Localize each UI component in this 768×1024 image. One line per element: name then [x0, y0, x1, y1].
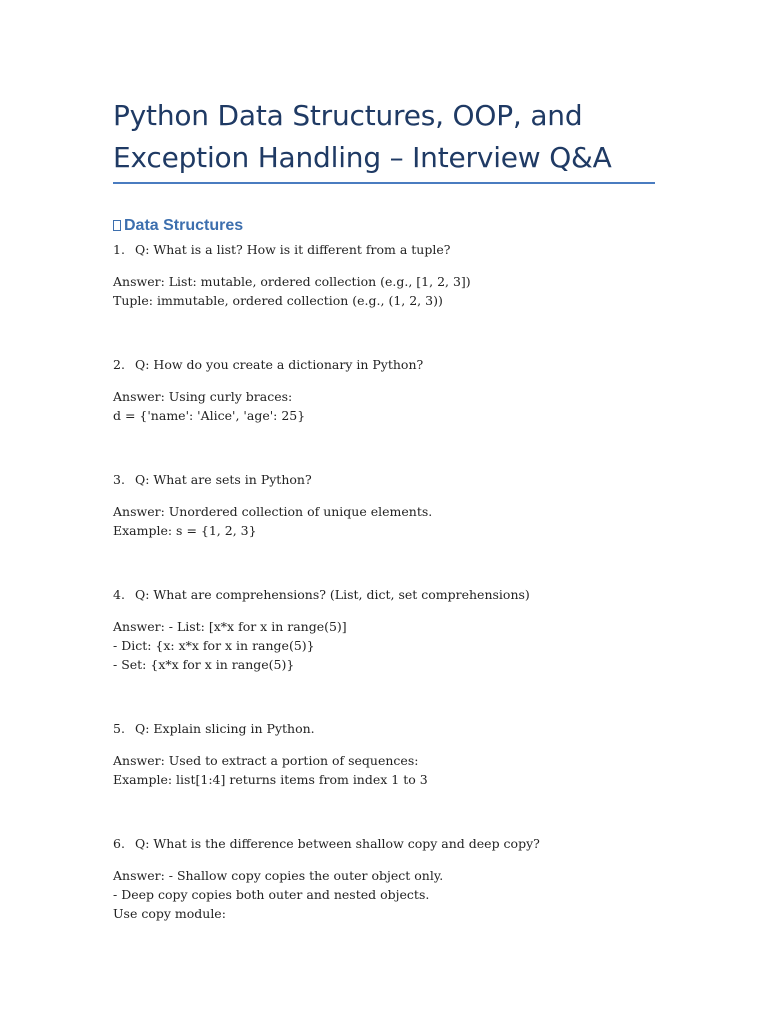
- qa-item: [113, 585, 655, 674]
- qa-item: [113, 834, 655, 923]
- question-text: Q: What are sets in Python?: [135, 472, 312, 487]
- section-heading-text: Data Structures: [124, 217, 244, 234]
- title-line-1: Python Data Structures, OOP, and: [113, 99, 583, 132]
- title-line-2: Exception Handling – Interview Q&A: [113, 141, 612, 174]
- qa-item: [113, 470, 655, 540]
- question-text: Q: What is the difference between shallow copy and deep copy?: [135, 836, 540, 851]
- question-text: Q: What is a list? How is it different from a tuple?: [135, 242, 451, 257]
- answer-line: Answer: - List: [x*x for x in range(5)]: [113, 619, 347, 634]
- question: [113, 470, 655, 489]
- question-number: 5.: [113, 721, 125, 736]
- answer-line: - Deep copy copies both outer and nested objects.: [113, 887, 430, 902]
- question: [113, 585, 655, 604]
- answer: [113, 751, 655, 789]
- qa-list: [113, 240, 655, 923]
- question: [113, 240, 655, 259]
- question: [113, 834, 655, 853]
- question-text: Q: What are comprehensions? (List, dict, set comprehensions): [135, 587, 530, 602]
- question: [113, 355, 655, 374]
- answer: [113, 866, 655, 923]
- answer-line: Answer: - Shallow copy copies the outer object only.: [113, 868, 444, 883]
- answer-line: Example: list[1:4] returns items from index 1 to 3: [113, 772, 428, 787]
- answer-line: Use copy module:: [113, 906, 226, 921]
- question-text: Q: How do you create a dictionary in Python?: [135, 357, 424, 372]
- answer-line: d = {'name': 'Alice', 'age': 25}: [113, 408, 306, 423]
- question-number: 6.: [113, 836, 125, 851]
- document-title: [113, 95, 655, 179]
- answer-line: Answer: Unordered collection of unique elements.: [113, 504, 433, 519]
- answer-line: Example: s = {1, 2, 3}: [113, 523, 257, 538]
- section-heading: [113, 216, 655, 236]
- title-underline: [113, 182, 655, 184]
- answer: [113, 272, 655, 310]
- answer-line: Answer: Used to extract a portion of sequences:: [113, 753, 419, 768]
- question-number: 3.: [113, 472, 125, 487]
- question-text: Q: Explain slicing in Python.: [135, 721, 315, 736]
- qa-item: [113, 240, 655, 310]
- document-icon: [113, 220, 121, 231]
- answer-line: Answer: Using curly braces:: [113, 389, 293, 404]
- answer: [113, 387, 655, 425]
- question-number: 2.: [113, 357, 125, 372]
- answer-line: - Set: {x*x for x in range(5)}: [113, 657, 295, 672]
- qa-item: [113, 355, 655, 425]
- answer-line: Answer: List: mutable, ordered collection (e.g., [1, 2, 3]): [113, 274, 471, 289]
- answer: [113, 617, 655, 674]
- answer-line: - Dict: {x: x*x for x in range(5)}: [113, 638, 315, 653]
- question: [113, 719, 655, 738]
- question-number: 4.: [113, 587, 125, 602]
- qa-item: [113, 719, 655, 789]
- question-number: 1.: [113, 242, 125, 257]
- answer: [113, 502, 655, 540]
- answer-line: Tuple: immutable, ordered collection (e.g., (1, 2, 3)): [113, 293, 443, 308]
